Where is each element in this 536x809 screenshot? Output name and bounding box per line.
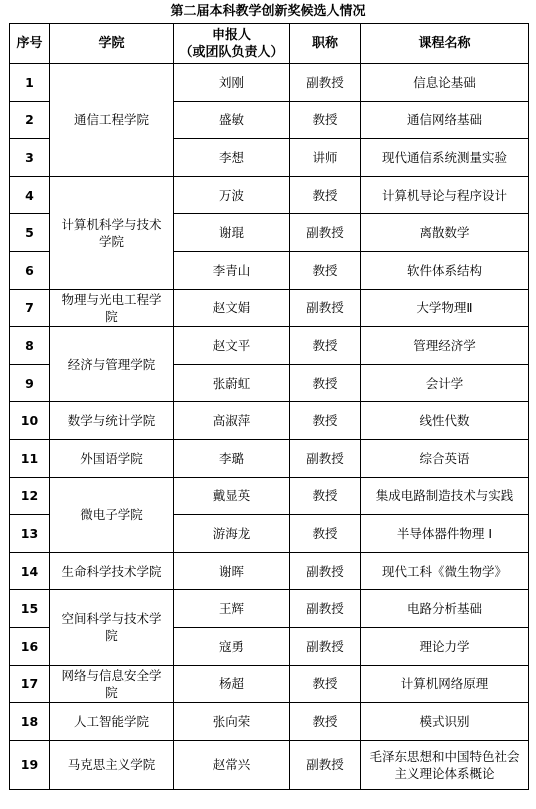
applicant-cell: 万波 [174,176,290,214]
seq-cell: 2 [10,101,50,139]
college-cell: 人工智能学院 [50,703,174,741]
course-cell: 软件体系结构 [361,251,529,289]
course-cell: 模式识别 [361,703,529,741]
applicant-cell: 赵常兴 [174,740,290,789]
table-row [10,176,529,214]
title-cell: 教授 [290,327,361,365]
document-title: 第二届本科教学创新奖候选人情况 [170,4,366,19]
seq-cell: 13 [10,515,50,553]
title-cell: 副教授 [290,289,361,327]
table-row [10,439,529,477]
header-applicant-line2: （或团队负责人） [179,44,284,60]
course-cell: 计算机网络原理 [361,665,529,703]
title-cell: 教授 [290,477,361,515]
title-cell: 教授 [290,176,361,214]
applicant-cell: 李想 [174,139,290,177]
title-cell: 教授 [290,101,361,139]
candidates-table [9,23,529,790]
title-cell: 副教授 [290,590,361,628]
course-cell: 会计学 [361,364,529,402]
applicant-cell: 王辉 [174,590,290,628]
college-cell: 微电子学院 [50,477,174,552]
table-row [10,327,529,365]
table-row [10,552,529,590]
applicant-cell: 张蔚虹 [174,364,290,402]
table-row [10,740,529,789]
college-cell: 马克思主义学院 [50,740,174,789]
seq-cell: 3 [10,139,50,177]
college-cell: 物理与光电工程学院 [50,289,174,327]
applicant-cell: 谢琨 [174,214,290,252]
seq-cell: 14 [10,552,50,590]
course-cell: 线性代数 [361,402,529,440]
seq-cell: 1 [10,64,50,102]
applicant-cell: 戴显英 [174,477,290,515]
course-cell: 管理经济学 [361,327,529,365]
course-cell: 通信网络基础 [361,101,529,139]
applicant-cell: 盛敏 [174,101,290,139]
course-cell: 理论力学 [361,627,529,665]
course-cell: 信息论基础 [361,64,529,102]
seq-cell: 16 [10,627,50,665]
title-cell: 讲师 [290,139,361,177]
seq-cell: 10 [10,402,50,440]
course-cell: 集成电路制造技术与实践 [361,477,529,515]
college-cell: 网络与信息安全学院 [50,665,174,703]
seq-cell: 12 [10,477,50,515]
course-cell: 电路分析基础 [361,590,529,628]
title-cell: 教授 [290,364,361,402]
applicant-cell: 刘刚 [174,64,290,102]
applicant-cell: 谢晖 [174,552,290,590]
title-cell: 副教授 [290,627,361,665]
college-cell: 数学与统计学院 [50,402,174,440]
applicant-cell: 寇勇 [174,627,290,665]
college-cell: 生命科学技术学院 [50,552,174,590]
applicant-cell: 赵文平 [174,327,290,365]
title-cell: 副教授 [290,552,361,590]
applicant-cell: 游海龙 [174,515,290,553]
table-row [10,703,529,741]
college-cell: 空间科学与技术学院 [50,590,174,665]
table-row [10,402,529,440]
table-row [10,64,529,102]
course-cell: 现代通信系统测量实验 [361,139,529,177]
header-course: 课程名称 [361,24,529,64]
course-cell: 计算机导论与程序设计 [361,176,529,214]
course-cell: 现代工科《微生物学》 [361,552,529,590]
header-seq: 序号 [10,24,50,64]
seq-cell: 4 [10,176,50,214]
college-cell: 经济与管理学院 [50,327,174,402]
applicant-cell: 李青山 [174,251,290,289]
title-cell: 教授 [290,703,361,741]
college-cell: 通信工程学院 [50,64,174,177]
seq-cell: 5 [10,214,50,252]
header-college: 学院 [50,24,174,64]
applicant-cell: 赵文娟 [174,289,290,327]
seq-cell: 19 [10,740,50,789]
seq-cell: 7 [10,289,50,327]
applicant-cell: 张向荣 [174,703,290,741]
title-cell: 副教授 [290,740,361,789]
header-applicant [174,24,290,64]
seq-cell: 17 [10,665,50,703]
header-applicant-line1: 申报人 [211,27,251,43]
title-cell: 教授 [290,251,361,289]
applicant-cell: 杨超 [174,665,290,703]
table-row [10,590,529,628]
title-cell: 副教授 [290,64,361,102]
title-cell: 副教授 [290,439,361,477]
course-cell: 离散数学 [361,214,529,252]
course-cell: 综合英语 [361,439,529,477]
title-cell: 教授 [290,515,361,553]
college-cell: 外国语学院 [50,439,174,477]
table-row [10,665,529,703]
title-cell: 教授 [290,665,361,703]
applicant-cell: 李璐 [174,439,290,477]
seq-cell: 15 [10,590,50,628]
college-cell: 计算机科学与技术学院 [50,176,174,289]
title-cell: 副教授 [290,214,361,252]
seq-cell: 18 [10,703,50,741]
header-title: 职称 [290,24,361,64]
course-cell: 毛泽东思想和中国特色社会主义理论体系概论 [361,740,529,789]
applicant-cell: 高淑萍 [174,402,290,440]
seq-cell: 11 [10,439,50,477]
course-cell: 半导体器件物理 I [361,515,529,553]
course-cell: 大学物理Ⅱ [361,289,529,327]
title-cell: 教授 [290,402,361,440]
table-row [10,477,529,515]
seq-cell: 9 [10,364,50,402]
table-row [10,289,529,327]
header-row [10,24,529,64]
seq-cell: 6 [10,251,50,289]
seq-cell: 8 [10,327,50,365]
